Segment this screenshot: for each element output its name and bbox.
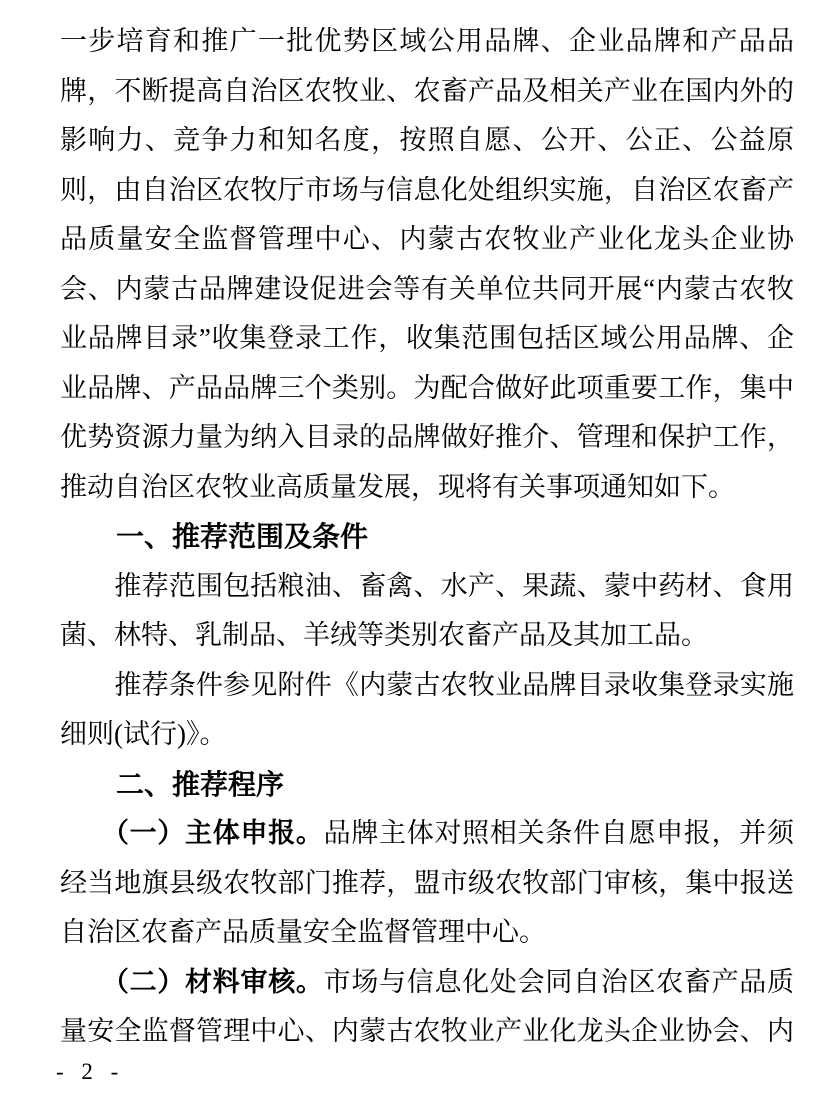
paragraph-line: 推荐范围包括粮油、畜禽、水产、果蔬、蒙中药材、食用 bbox=[60, 570, 794, 601]
paragraph-line: 自治区农畜产品质量安全监督管理中心。 bbox=[60, 917, 546, 947]
paragraph-line: 业品牌、产品品牌三个类别。为配合做好此项重要工作，集中 bbox=[60, 372, 794, 403]
paragraph-line: 优势资源力量为纳入目录的品牌做好推介、管理和保护工作， bbox=[60, 422, 794, 452]
paragraph-line: 菌、林特、乳制品、羊绒等类别农畜产品及其加工品。 bbox=[60, 620, 708, 650]
paragraph-line bbox=[60, 809, 794, 859]
paragraph-line: 经当地旗县级农牧部门推荐，盟市级农牧部门审核，集中报送 bbox=[60, 867, 794, 898]
paragraph-line bbox=[60, 958, 794, 1008]
section-heading-1: 一、推荐范围及条件 bbox=[60, 521, 369, 552]
paragraph-line: 量安全监督管理中心、内蒙古农牧业产业化龙头企业协会、内 bbox=[60, 1016, 794, 1046]
paragraph-line: 细则(试行)》。 bbox=[60, 719, 227, 749]
paragraph-line: 业品牌目录”收集登录工作，收集范围包括区域公用品牌、企 bbox=[60, 323, 794, 353]
paragraph-line: 推动自治区农牧业高质量发展，现将有关事项通知如下。 bbox=[60, 471, 735, 502]
paragraph-line: 则，由自治区农牧厅市场与信息化处组织实施，自治区农畜产 bbox=[60, 174, 794, 205]
subsection-lead-2: （二）材料审核。 bbox=[60, 966, 324, 997]
paragraph-line: 牌，不断提高自治区农牧业、农畜产品及相关产业在国内外的 bbox=[60, 75, 794, 106]
paragraph-line: 影响力、竞争力和知名度，按照自愿、公开、公正、公益原 bbox=[60, 125, 794, 155]
paragraph-line: 一步培育和推广一批优势区域公用品牌、企业品牌和产品品 bbox=[60, 26, 794, 56]
subsection-lead-1: （一）主体申报。 bbox=[60, 818, 324, 848]
paragraph-line: 会、内蒙古品牌建设促进会等有关单位共同开展“内蒙古农牧 bbox=[60, 273, 794, 304]
document-body bbox=[60, 17, 794, 1057]
paragraph-text: 品牌主体对照相关条件自愿申报，并须 bbox=[323, 818, 795, 848]
section-heading-2: 二、推荐程序 bbox=[60, 768, 285, 800]
page-number: - 2 - bbox=[56, 1059, 125, 1084]
paragraph-line: 品质量安全监督管理中心、内蒙古农牧业产业化龙头企业协 bbox=[60, 224, 794, 254]
paragraph-text: 市场与信息化处会同自治区农畜产品质 bbox=[323, 966, 795, 997]
paragraph-line: 推荐条件参见附件《内蒙古农牧业品牌目录收集登录实施 bbox=[60, 669, 794, 700]
